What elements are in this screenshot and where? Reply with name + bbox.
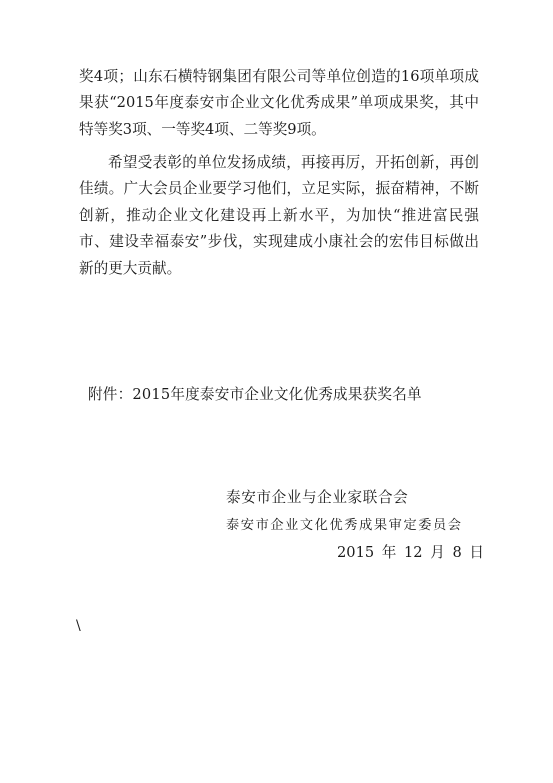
body-paragraph-awards: 奖4项；山东石横特钢集团有限公司等单位创造的16项单项成果获“2015年度泰安市企业文化优秀成果”单项成果奖，其中特等奖3项、一等奖4项、二等奖9项。 bbox=[79, 68, 479, 138]
body-paragraph-closing: 希望受表彰的单位发扬成绩，再接再厉，开拓创新，再创佳绩。广大会员企业要学习他们，立足实际，振奋精神，不断创新，推动企业文化建设再上新水平，为加快“推进富民强市、建设幸福泰安”步伐，实现建成小康社会的宏伟目标做出新的更大贡献。 bbox=[79, 154, 479, 277]
attachment-line: 附件：2015年度泰安市企业文化优秀成果获奖名单 bbox=[88, 386, 422, 403]
signature-date: 2015 年 12 月 8 日 bbox=[337, 544, 484, 561]
stray-backslash-mark: \ bbox=[76, 618, 81, 634]
signature-org-federation: 泰安市企业与企业家联合会 bbox=[226, 489, 409, 506]
signature-org-committee: 泰安市企业文化优秀成果审定委员会 bbox=[226, 518, 463, 533]
